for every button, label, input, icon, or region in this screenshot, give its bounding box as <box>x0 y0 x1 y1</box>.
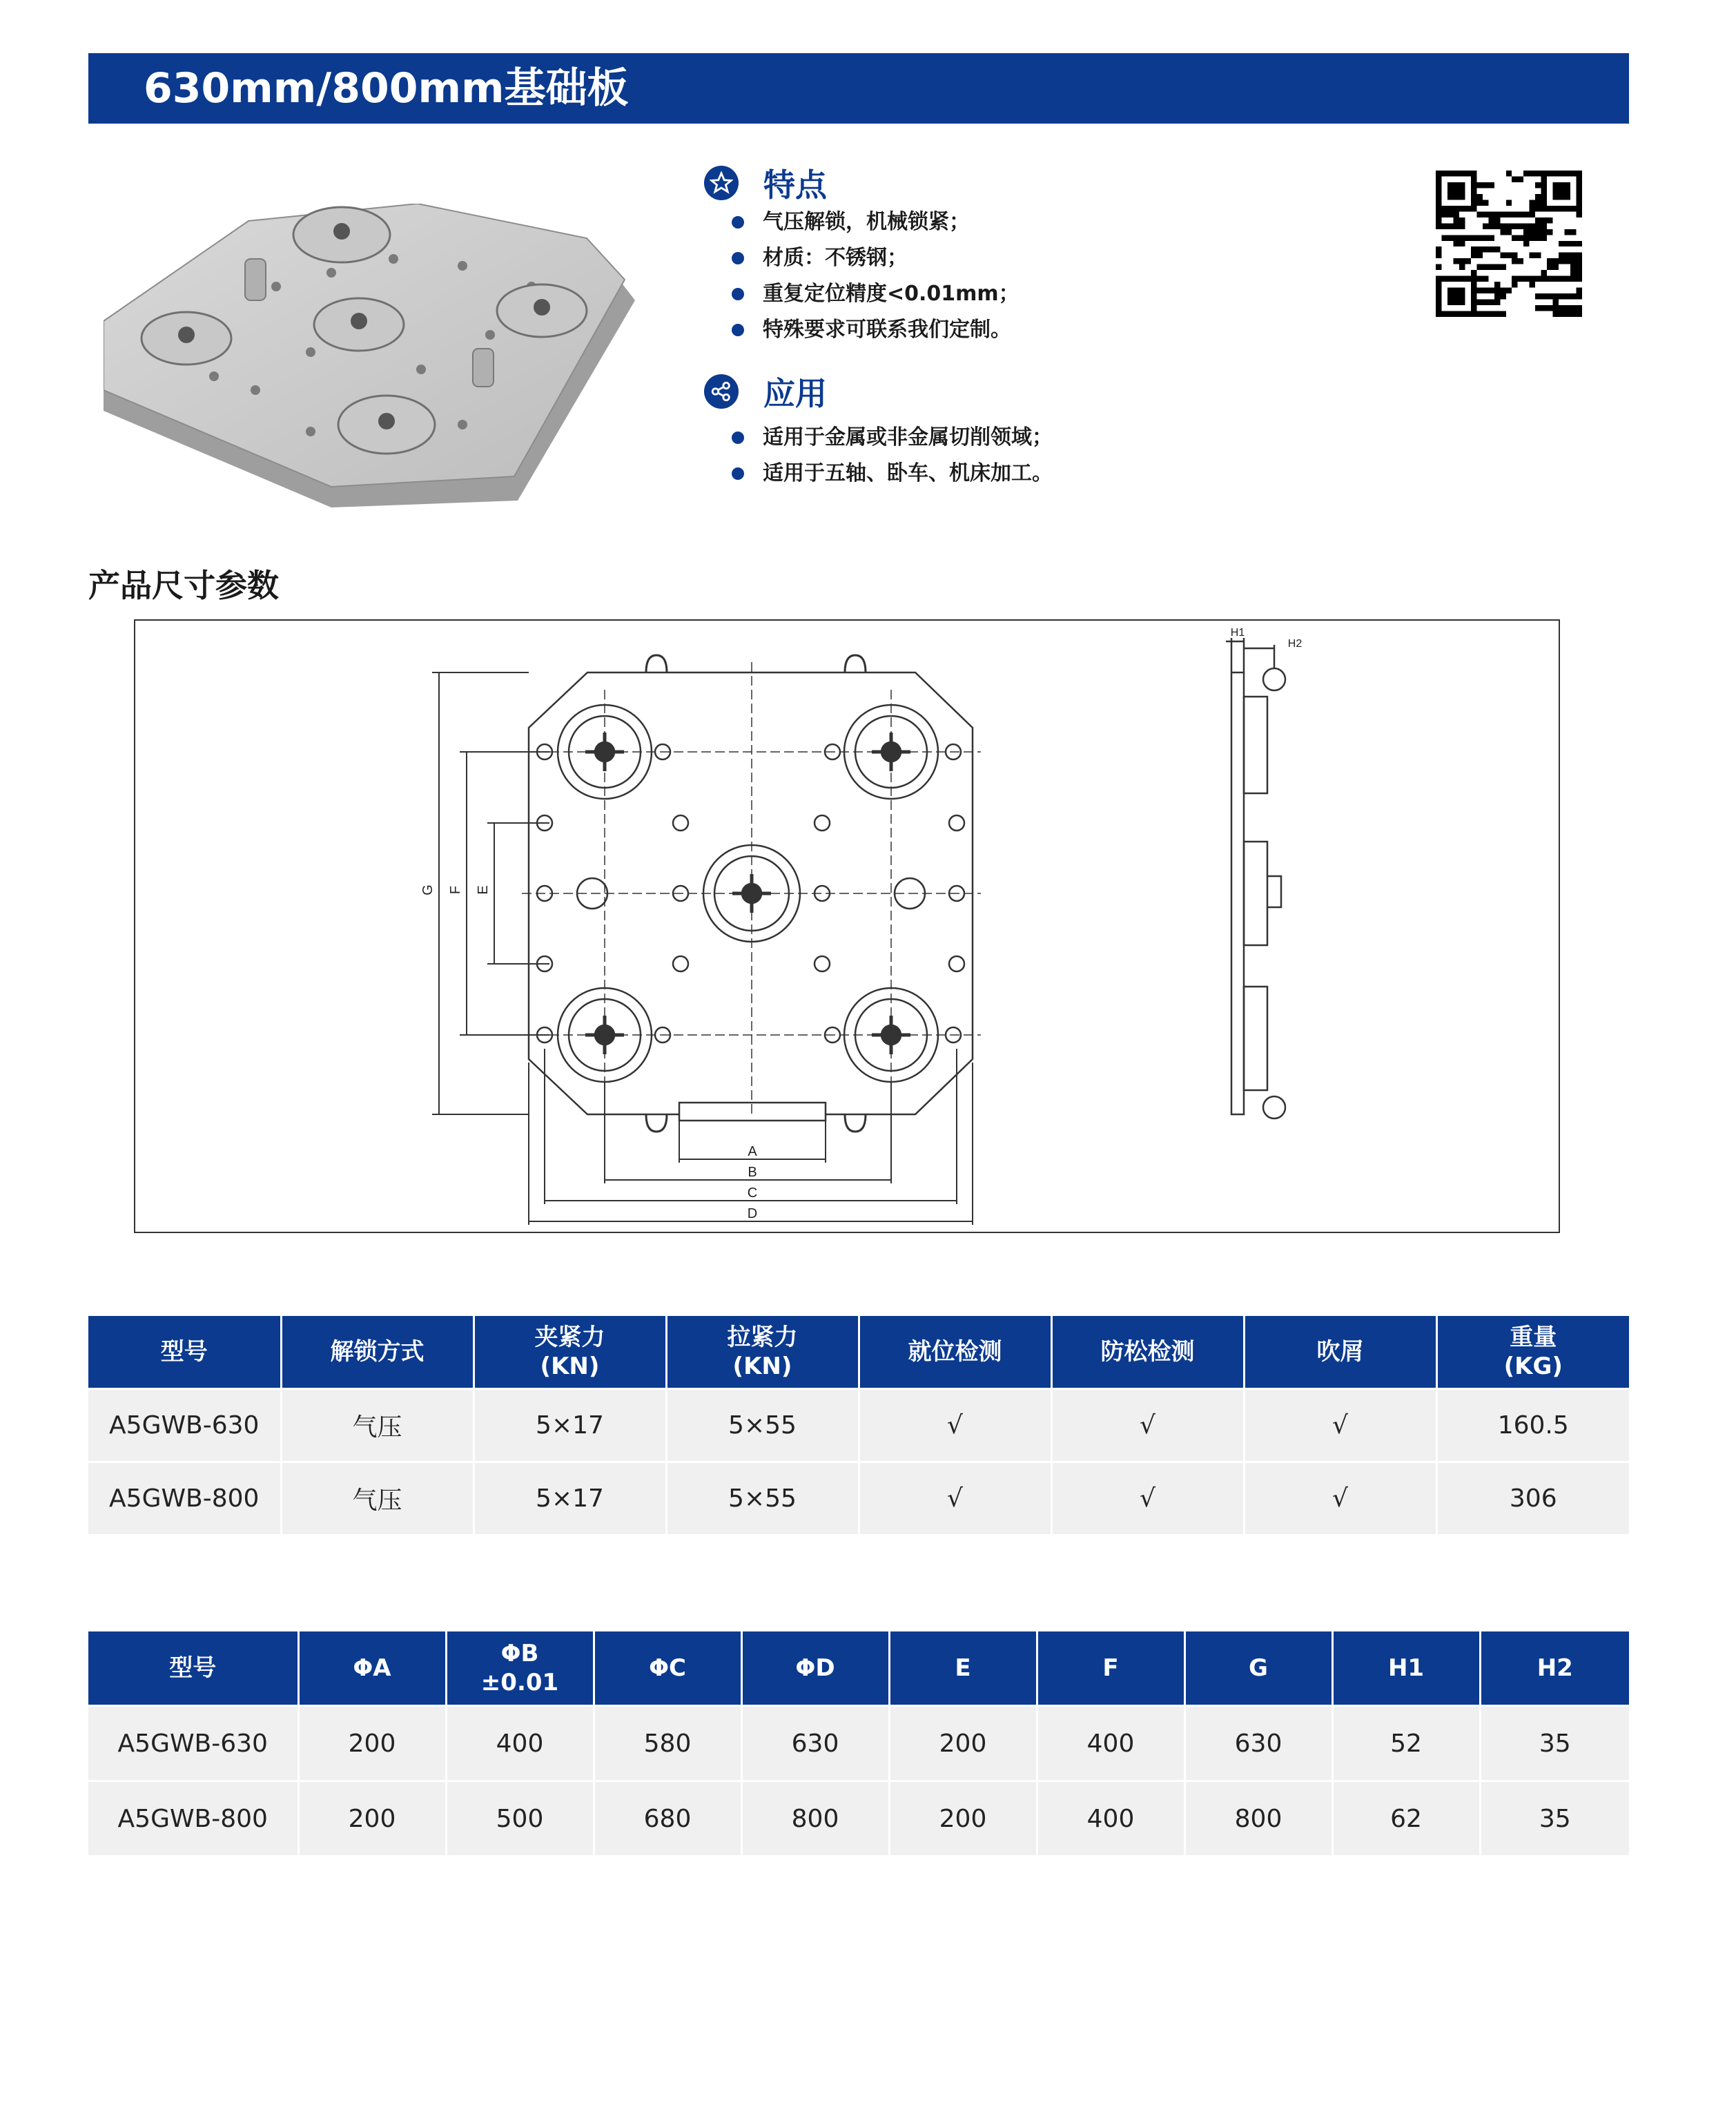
header-pull: 拉紧力 (KN) <box>666 1316 859 1389</box>
header-phi-c: ΦC <box>594 1631 741 1706</box>
list-item: 重复定位精度<0.01mm； <box>732 276 1020 312</box>
header-phi-d: ΦD <box>741 1631 889 1706</box>
header-phi-a: ΦA <box>298 1631 446 1706</box>
header-h1: H1 <box>1332 1631 1480 1706</box>
applications-heading <box>704 369 827 414</box>
header-blow: 吹屑 <box>1244 1316 1436 1389</box>
header-g: G <box>1184 1631 1332 1706</box>
applications-title: 应用 <box>763 375 827 412</box>
list-item: 适用于金属或非金属切削领域； <box>732 420 1053 456</box>
dim-label-h1: H1 <box>1230 627 1245 639</box>
features-list <box>732 204 1020 348</box>
list-item: 气压解锁，机械锁紧； <box>732 204 1020 240</box>
bullet-dot <box>732 324 744 336</box>
table-header-row <box>88 1316 1629 1389</box>
dim-label-d: D <box>747 1206 758 1221</box>
bullet-dot <box>732 216 744 229</box>
features-heading <box>704 160 827 206</box>
bullet-dot <box>732 288 744 300</box>
table-row: A5GWB-630 气压 5×17 5×55 √ √ √ 160.5 <box>88 1389 1629 1462</box>
star-icon <box>704 166 739 200</box>
dim-label-h2: H2 <box>1287 638 1303 650</box>
qr-code[interactable] <box>1436 171 1582 317</box>
table-row: A5GWB-630 200 400 580 630 200 400 630 52 35 <box>88 1706 1629 1781</box>
side-view <box>1226 638 1285 1118</box>
table-row: A5GWB-800 气压 5×17 5×55 √ √ √ 306 <box>88 1462 1629 1535</box>
bullet-dot <box>732 252 744 264</box>
header-position-detect: 就位检测 <box>859 1316 1051 1389</box>
table-row: A5GWB-800 200 500 680 800 200 400 800 62 35 <box>88 1781 1629 1856</box>
header-clamp: 夹紧力 (KN) <box>474 1316 666 1389</box>
header-model: 型号 <box>88 1631 298 1706</box>
bullet-dot <box>732 467 744 480</box>
product-photo <box>104 204 635 521</box>
header-unlock: 解锁方式 <box>281 1316 474 1389</box>
header-phi-b: ΦB ±0.01 <box>446 1631 594 1706</box>
dimensions-heading: 产品尺寸参数 <box>88 567 279 604</box>
connector-tab <box>679 1103 826 1121</box>
dim-label-e: E <box>476 885 491 895</box>
spec-table-performance <box>88 1316 1629 1534</box>
page-title: 630mm/800mm基础板 <box>144 64 629 113</box>
features-title: 特点 <box>763 166 827 204</box>
header-model: 型号 <box>88 1316 281 1389</box>
table-header-row <box>88 1631 1629 1706</box>
dim-label-b: B <box>748 1165 757 1180</box>
applications-list <box>732 420 1053 492</box>
share-nodes-icon <box>704 374 739 409</box>
list-item: 特殊要求可联系我们定制。 <box>732 312 1020 348</box>
header-e: E <box>889 1631 1037 1706</box>
dim-label-g: G <box>420 884 436 895</box>
drawing-svg <box>135 621 1559 1232</box>
header-loose-detect: 防松检测 <box>1051 1316 1244 1389</box>
spec-table-dimensions <box>88 1631 1629 1855</box>
technical-drawing <box>134 619 1560 1233</box>
dim-label-c: C <box>747 1185 758 1201</box>
bullet-dot <box>732 432 744 444</box>
header-h2: H2 <box>1480 1631 1629 1706</box>
title-banner <box>88 53 1629 124</box>
header-f: F <box>1037 1631 1184 1706</box>
dim-label-f: F <box>448 885 463 895</box>
list-item: 材质：不锈钢； <box>732 240 1020 276</box>
list-item: 适用于五轴、卧车、机床加工。 <box>732 456 1053 492</box>
dim-label-a: A <box>748 1144 757 1159</box>
header-weight: 重量 (KG) <box>1436 1316 1629 1389</box>
